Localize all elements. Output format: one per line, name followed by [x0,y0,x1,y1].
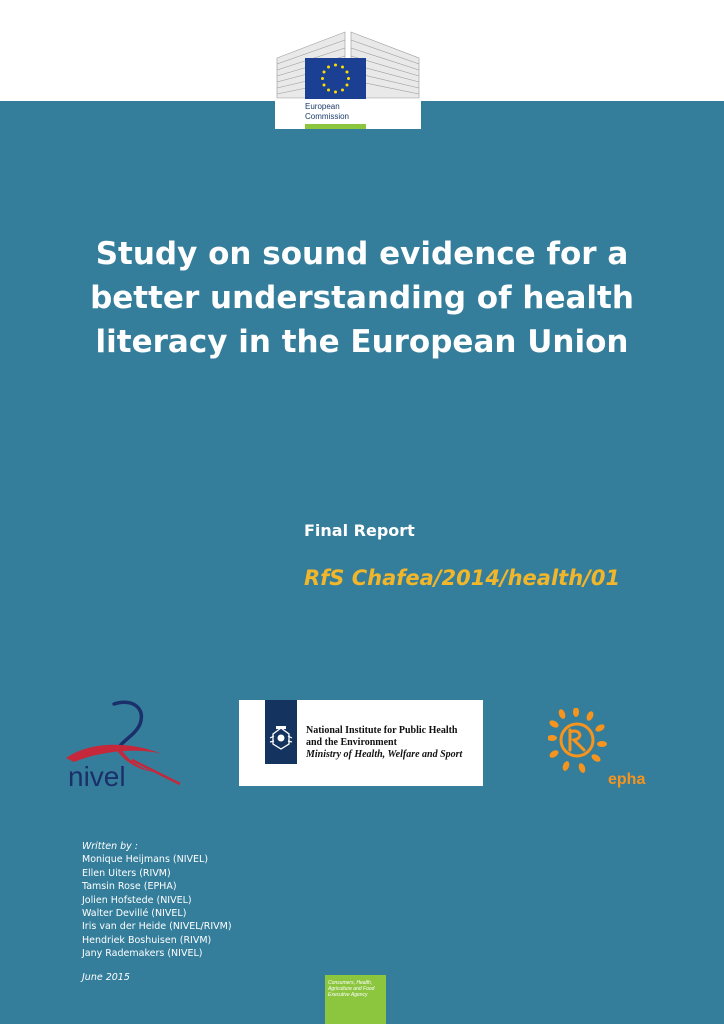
chafea-line-3: Executive Agency [328,992,368,998]
report-title [60,232,664,364]
author-item: Hendriek Boshuisen (RIVM) [82,934,212,946]
author-item: Tamsin Rose (EPHA) [82,881,177,893]
author-item: Walter Devillé (NIVEL) [82,908,187,920]
nivel-swoosh-icon [62,700,182,792]
author-item: Jolien Hofstede (NIVEL) [82,894,192,906]
rivm-logo [239,700,483,786]
rivm-name [306,725,462,761]
european-commission-name [305,102,366,123]
authors-heading: Written by : [82,841,138,852]
crest-icon [267,724,295,752]
rivm-line-2: and the Environment [306,737,397,748]
epha-logo [548,708,658,788]
title-line-2: better understanding of health [90,280,634,316]
author-item: Jany Rademakers (NIVEL) [82,948,203,960]
title-line-3: literacy in the European Union [95,324,629,360]
author-item: Monique Heijmans (NIVEL) [82,854,209,866]
epha-wordmark: epha [608,771,646,788]
nivel-wordmark: nivel [68,761,126,792]
chafea-label [325,975,386,1024]
ec-name-line1: European [305,102,340,111]
nivel-logo [62,700,182,792]
publication-date: June 2015 [82,972,130,983]
title-line-1: Study on sound evidence for a [95,236,629,272]
chafea-line-1: Consumers, Health, [328,980,373,986]
author-item: Ellen Uiters (RIVM) [82,867,171,879]
report-type: Final Report [304,521,415,540]
chafea-line-2: Agriculture and Food [328,986,375,992]
sun-icon [548,708,658,788]
rivm-line-3: Ministry of Health, Welfare and Sport [306,749,463,760]
authors-block [82,840,232,961]
ec-name-line2: Commission [305,112,350,121]
author-item: Iris van der Heide (NIVEL/RIVM) [82,921,232,933]
rivm-line-1: National Institute for Public Health [306,725,458,736]
report-reference: RfS Chafea/2014/health/01 [304,566,621,590]
